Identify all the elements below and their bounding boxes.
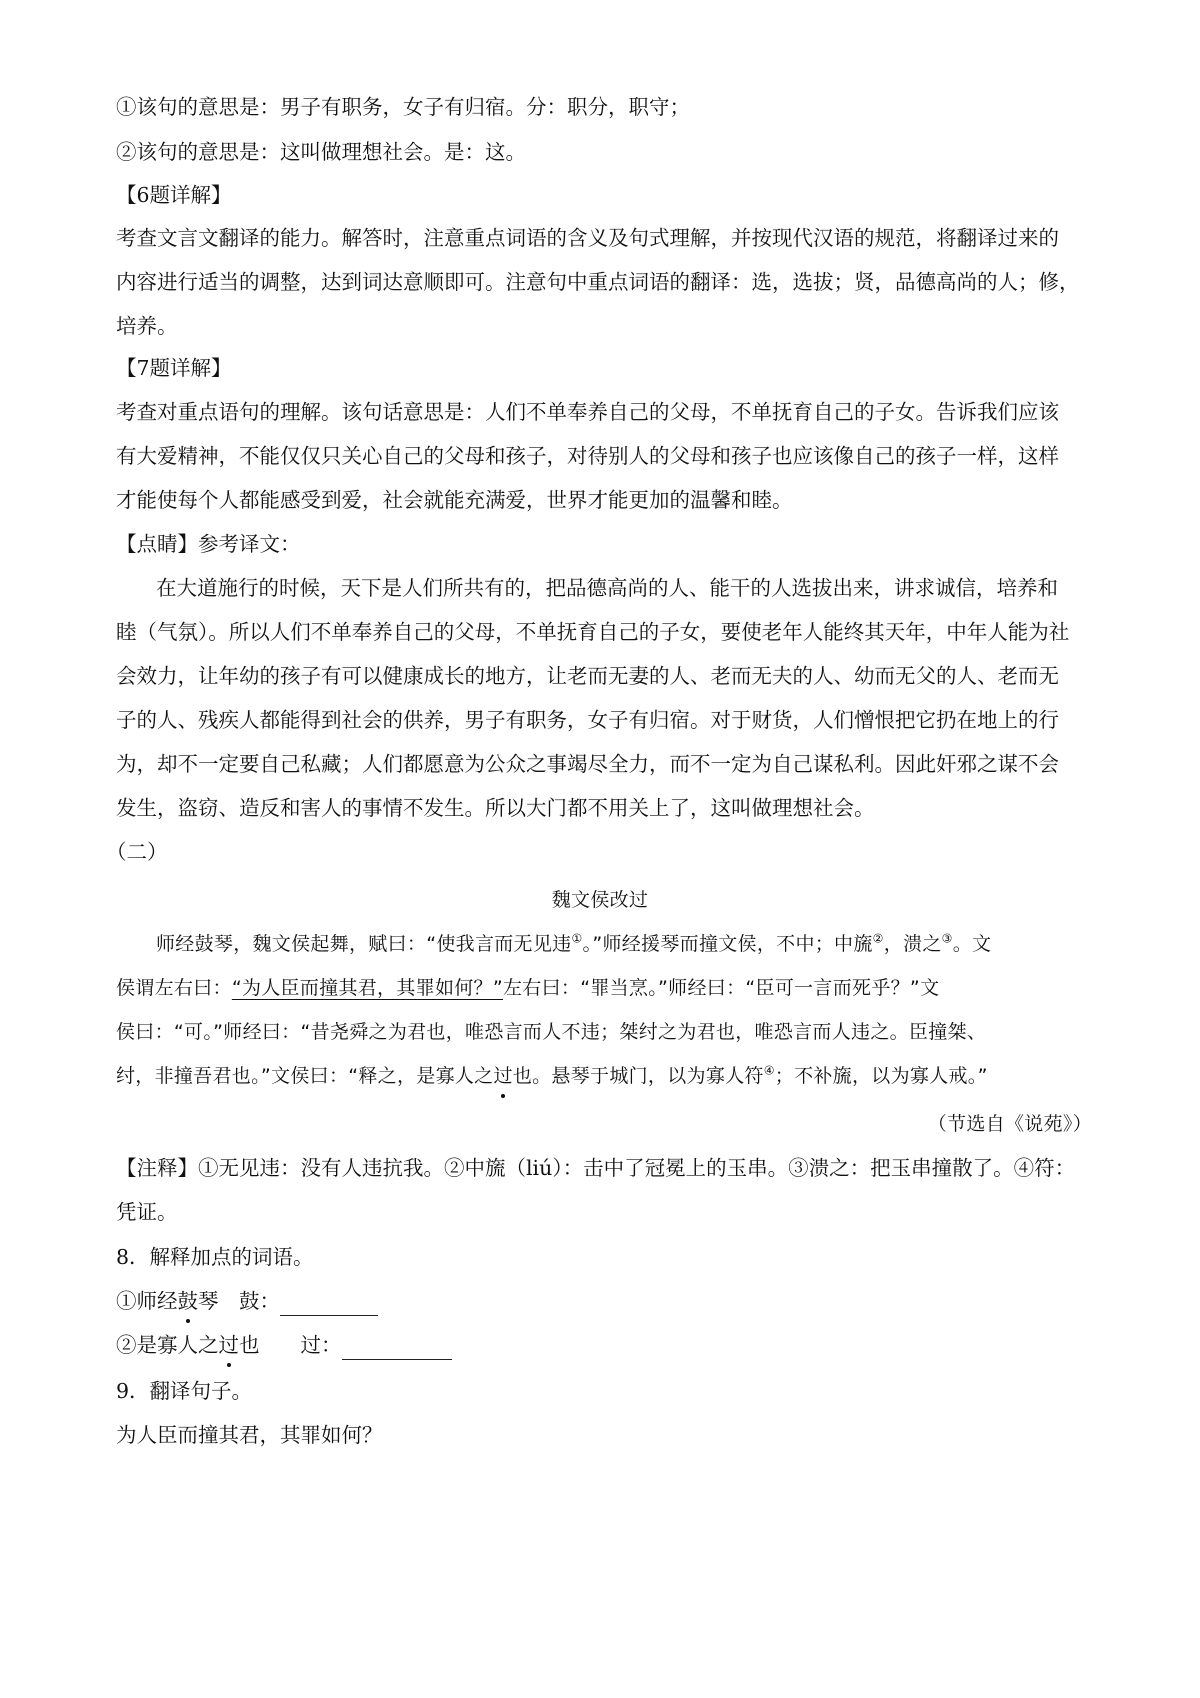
- explanation-line: 考查对重点语句的理解。该句话意思是：人们不单奉养自己的父母，不单抚育自己的子女。告诉我们应该: [116, 400, 1059, 424]
- dotted-word: 鼓: [178, 1286, 199, 1316]
- explanation-line: 培养。: [116, 314, 178, 338]
- question-9-sentence: 为人臣而撞其君，其罪如何？: [116, 1423, 383, 1447]
- answer-line: ①该句的意思是：男子有职务，女子有归宿。分：职分，职守；: [116, 95, 690, 119]
- dotted-word: 过: [494, 1061, 513, 1091]
- section-heading-7: 【7题详解】: [116, 356, 232, 380]
- passage-line: 师经鼓琴，魏文侯起舞，赋曰：“使我言而无见违①。”师经援琴而撞文侯，不中；中旒②，溃之③。文: [156, 931, 992, 955]
- translation-line: 会效力，让年幼的孩子有可以健康成长的地方，让老而无妻的人、老而无夫的人、幼而无父的人、老而无: [116, 664, 1059, 688]
- answer-blank[interactable]: [342, 1337, 452, 1360]
- passage-title: 魏文侯改过: [551, 889, 649, 911]
- explanation-line: 才能使每个人都能感受到爱，社会就能充满爱，世界才能更加的温馨和睦。: [116, 488, 793, 512]
- passage-line: 侯曰：“可。”师经曰：“昔尧舜之为君也，唯恐言而人不违；桀纣之为君也，唯恐言而人违之。臣撞桀、: [116, 1021, 987, 1043]
- passage-line: 纣，非撞吾君也。”文侯曰：“释之，是寡人之过也。悬琴于城门，以为寡人符④；不补旒，以为寡人戒。”: [116, 1061, 988, 1091]
- answer-line: ②该句的意思是：这叫做理想社会。是：这。: [116, 140, 526, 164]
- translation-line: 子的人、残疾人都能得到社会的供养，男子有职务，女子有归宿。对于财货，人们憎恨把它扔在地上的行: [116, 708, 1059, 732]
- translation-line: 睦（气氛）。所以人们不单奉养自己的父母，不单抚育自己的子女，要使老年人能终其天年，中年人能为社: [116, 620, 1070, 644]
- question-9: 9．翻译句子。: [116, 1379, 253, 1403]
- question-8-item-2: ②是寡人之过也 过：: [116, 1330, 452, 1360]
- section-heading-dianjing: 【点睛】参考译文：: [116, 532, 301, 556]
- passage-line: 侯谓左右曰：“为人臣而撞其君，其罪如何？”左右曰：“罪当烹。”师经曰：“臣可一言而死乎？”文: [116, 977, 940, 999]
- question-8: 8．解释加点的词语。: [116, 1245, 314, 1269]
- explanation-line: 有大爱精神，不能仅仅只关心自己的父母和孩子，对待别人的父母和孩子也应该像自己的孩子一样，这样: [116, 444, 1059, 468]
- explanation-line: 内容进行适当的调整，达到词达意顺即可。注意句中重点词语的翻译：选，选拔；贤，品德高尚的人；修，: [116, 270, 1080, 294]
- translation-line: 发生，盗窃、造反和害人的事情不发生。所以大门都不用关上了，这叫做理想社会。: [116, 796, 875, 820]
- annotation-line: 【注释】①无见违：没有人违抗我。②中旒（liú）：击中了冠冕上的玉串。③溃之：把玉串撞散了。④符：: [116, 1156, 1076, 1180]
- annotation-line: 凭证。: [116, 1200, 178, 1224]
- question-8-item-1: ①师经鼓琴 鼓：: [116, 1286, 378, 1316]
- part-heading: （二）: [106, 840, 168, 864]
- translation-line: 在大道施行的时候，天下是人们所共有的，把品德高尚的人、能干的人选拔出来，讲求诚信，培养和: [156, 576, 1058, 600]
- answer-blank[interactable]: [280, 1293, 378, 1316]
- source-citation: （节选自《说苑》）: [927, 1113, 1092, 1135]
- underlined-sentence: “为人臣而撞其君，其罪如何？”: [231, 977, 503, 999]
- explanation-line: 考查文言文翻译的能力。解答时，注意重点词语的含义及句式理解，并按现代汉语的规范，将翻译过来的: [116, 226, 1059, 250]
- translation-line: 为，却不一定要自己私藏；人们都愿意为公众之事竭尽全力，而不一定为自己谋私利。因此奸邪之谋不会: [116, 752, 1059, 776]
- dotted-word: 过: [219, 1330, 240, 1360]
- section-heading-6: 【6题详解】: [116, 183, 232, 207]
